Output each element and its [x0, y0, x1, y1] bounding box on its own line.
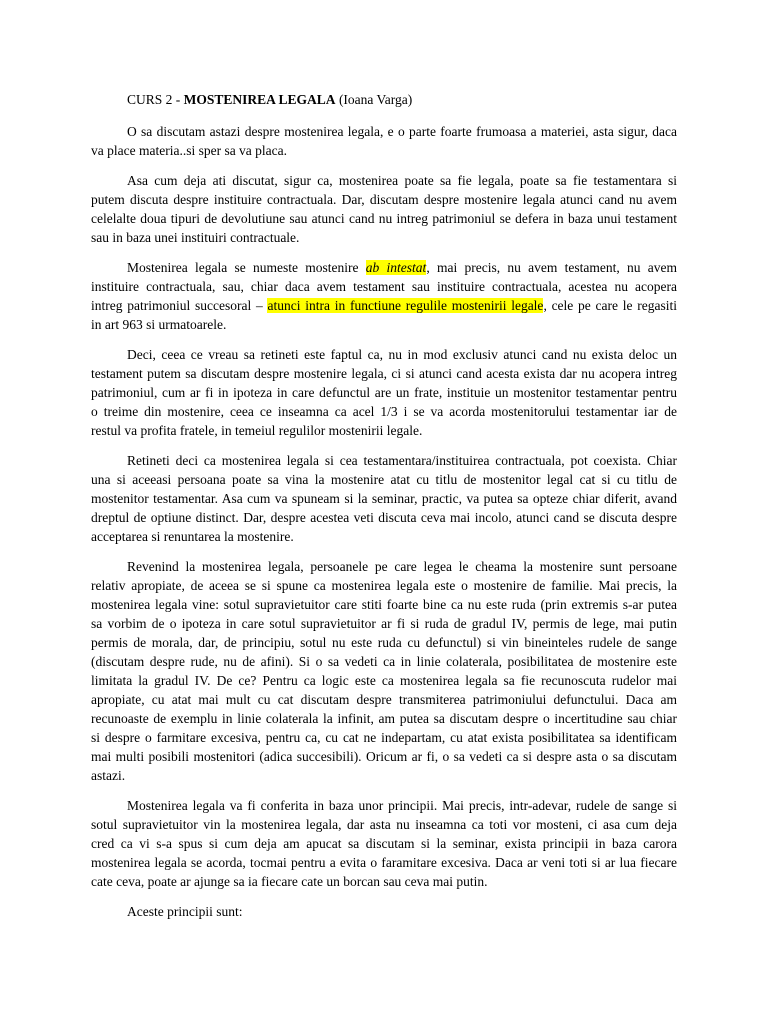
- text-line: Mostenirea legala va fi conferita in baza unor principii. Mai precis, intr-adevar, rudele de sange si: [127, 798, 677, 813]
- text-line: in art 963 si urmatoarele.: [91, 317, 227, 332]
- paragraph: [91, 258, 677, 334]
- paragraph: [91, 122, 677, 160]
- text-line: Retineti deci ca mostenirea legala si cea testamentara/instituirea contractuala, pot coexista. Chiar: [127, 453, 677, 468]
- text-line: apropiate, cu atat mai mult cu cat discutam despre transmiterea patrimoniului defunctului. Daca am: [91, 692, 677, 707]
- text-line: testament putem sa discutam despre mostenire legala, ci si atunci cand acesta exista dar nu acopera intreg: [91, 366, 677, 381]
- text-line: recunoaste de exemplu in linie colaterala la infinit, am putea sa discutam despre o incertitudine sau chiar: [91, 711, 677, 726]
- text-line: una si aceeasi persoana poate sa vina la mostenire atat cu titlu de mostenitor legal cat si cu titlu de: [91, 472, 677, 487]
- text-line: celelalte doua tipuri de devolutiune sau atunci cand nu intreg patrimoniul se defera in baza unui testament: [91, 211, 677, 226]
- text-line: si despre o farmitare excesiva, pentru ca, cu cat ne indepartam, cu atat exista posibilitatea sa identificam: [91, 730, 677, 745]
- paragraph: [91, 171, 677, 247]
- document-title: [91, 90, 677, 109]
- text-line: acceptarea si renuntarea la mostenire.: [91, 529, 294, 544]
- text-line: Deci, ceea ce vreau sa retineti este faptul ca, nu in mod exclusiv atunci cand nu exista deloc un: [127, 347, 677, 362]
- text-line: mostenirea legala se acorda, tocmai pentru a evita o faramitare excesiva. Daca ar veni toti si ar lua fiecare: [91, 855, 677, 870]
- text-line: permis de morala, dar, de principiu, sotul nu este ruda cu defunctul) si vin bineinteles rudele de sange: [91, 635, 677, 650]
- text-line: mai multi posibili mostenitori (adica succesibili). Oricum ar fi, o sa vedeti ca si despre asta o sa discutam: [91, 749, 677, 764]
- highlighted-text: ab intestat: [365, 260, 427, 275]
- course-topic: MOSTENIREA LEGALA: [183, 92, 336, 107]
- text-line: (discutam despre rude, nu de afini). Si o sa vedeti ca in linie colaterala, posibilitatea de mostenire este: [91, 654, 677, 669]
- text-line: cred ca vi s-a spus si cum deja am apucat sa discutam si la seminar, exista principii in baza carora: [91, 836, 677, 851]
- text-line: restul va profita fratele, in temeiul regulilor mostenirii legale.: [91, 423, 423, 438]
- text-segment: intreg patrimoniul succesoral –: [91, 298, 268, 313]
- paragraph: [91, 902, 677, 921]
- paragraph: [91, 796, 677, 891]
- text-line: cate ceva, poate ar ajunge sa ia fiecare cate un borcan sau ceva mai putin.: [91, 874, 488, 889]
- text-line: [91, 296, 677, 315]
- paragraph: [91, 345, 677, 440]
- course-label: CURS 2 -: [127, 92, 184, 107]
- course-author: (Ioana Varga): [335, 92, 413, 107]
- text-line: instituire contractuala, sau, chiar daca avem testament sau instituire contractuala, acestea nu acopera: [91, 279, 677, 294]
- text-line: o treime din mostenire, ceea ce inseamna ca acel 1/3 i se va acorda mostenitorului testamentar iar de: [91, 404, 677, 419]
- text-segment: Mostenirea legala se numeste mostenire: [127, 260, 366, 275]
- text-line: relativ apropiate, de aceea se si spune ca mostenirea legala este o mostenire de familie. Mai precis, la: [91, 578, 677, 593]
- text-line: mostenirea legala vine: sotul supravietuitor care stiti foarte bine ca nu este ruda (prin extremis s-ar putea: [91, 597, 677, 612]
- highlighted-text: atunci intra in functiune regulile mostenirii legale: [267, 298, 544, 313]
- text-line: Asa cum deja ati discutat, sigur ca, mostenirea poate sa fie legala, poate sa fie testamentara si: [127, 173, 677, 188]
- text-line: [91, 258, 677, 277]
- text-segment: , cele pe care le regasiti: [543, 298, 678, 313]
- text-line: sau in baza unei instituiri contractuale.: [91, 230, 300, 245]
- text-line: sotul supravietuitor vin la mostenirea legala, dar asta nu inseamna ca toti vor mosteni, ci asa cum deja: [91, 817, 677, 832]
- text-line: Revenind la mostenirea legala, persoanele pe care legea le cheama la mostenire sunt persoane: [127, 559, 677, 574]
- text-line: sa vorbim de o ipoteza in care sotul supravietuitor ar fi si ruda de gradul IV, permis de lege, mai putin: [91, 616, 677, 631]
- text-segment: , mai precis, nu avem testament, nu avem: [426, 260, 678, 275]
- paragraph: [91, 557, 677, 785]
- text-line: limitata la gradul IV. De ce? Pentru ca logic este ca mostenirea legala sa fie recunoscuta rudelor mai: [91, 673, 677, 688]
- text-line: O sa discutam astazi despre mostenirea legala, e o parte foarte frumoasa a materiei, asta sigur, daca: [127, 124, 677, 139]
- text-line: putem discuta despre instituire contractuala. Dar, discutam despre mostenire legala atunci cand nu avem: [91, 192, 677, 207]
- paragraph: [91, 451, 677, 546]
- text-line: astazi.: [91, 768, 126, 783]
- text-line: va place materia..si sper sa va placa.: [91, 143, 288, 158]
- text-line: patrimoniul, cum ar fi in ipoteza in care defunctul are un frate, instituie un mostenitor testamentar pentru: [91, 385, 677, 400]
- text-line: Aceste principii sunt:: [127, 904, 243, 919]
- text-line: dreptul de optiune distinct. Dar, despre acestea veti discuta ceva mai incolo, atunci cand se discuta despre: [91, 510, 677, 525]
- text-line: mostenitor testamentar. Asa cum va spuneam si la seminar, practic, va putea sa opteze chiar diferit, avand: [91, 491, 677, 506]
